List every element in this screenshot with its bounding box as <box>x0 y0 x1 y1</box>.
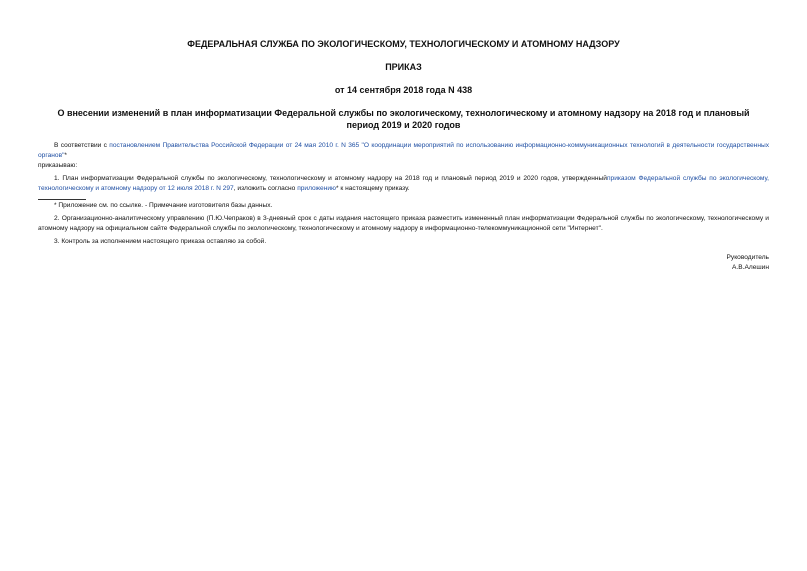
government-decree-link[interactable]: постановлением Правительства Российской Федерации от 24 мая 2010 г. N 365 "О координации мероприятий по использованию информационно-коммуникационных технологий в деятельности государственных органов" <box>38 142 769 159</box>
basis-prefix: В соответствии с <box>54 142 110 149</box>
signature-block <box>38 253 769 273</box>
footnote: * Приложение см. по ссылке. - Примечание изготовителя базы данных. <box>54 202 273 209</box>
document-date-number: от 14 сентября 2018 года N 438 <box>334 85 473 95</box>
signatory-position: Руководитель <box>726 254 769 261</box>
basis-paragraph <box>38 141 769 161</box>
orders-line: приказываю: <box>38 162 78 169</box>
order-297-link[interactable]: приказом Федеральной службы по экологическому, технологическому и атомному надзору от 12 июля 2018 г. N 297 <box>38 175 769 192</box>
item-3-paragraph: 3. Контроль за исполнением настоящего приказа оставляю за собой. <box>54 238 267 245</box>
item-1-suffix: * к настоящему приказу. <box>335 185 410 192</box>
item-1-mid: , изложить согласно <box>233 185 298 192</box>
basis-suffix: * <box>64 152 67 159</box>
footnote-divider <box>38 199 86 200</box>
item-1-paragraph <box>38 174 769 194</box>
document-page <box>38 30 769 273</box>
document-title: О внесении изменений в план информатизации Федеральной службы по экологическому, технологическому и атомному надзору на 2018 год и плановый период 2019 и 2020 годов <box>57 108 750 130</box>
signatory-name: А.В.Алешин <box>732 264 769 271</box>
document-type: ПРИКАЗ <box>385 62 422 72</box>
appendix-link[interactable]: приложению <box>297 185 336 192</box>
agency-header: ФЕДЕРАЛЬНАЯ СЛУЖБА ПО ЭКОЛОГИЧЕСКОМУ, ТЕХНОЛОГИЧЕСКОМУ И АТОМНОМУ НАДЗОРУ <box>187 39 620 49</box>
item-2-paragraph: 2. Организационно-аналитическому управлению (П.Ю.Чепраков) в 3-дневный срок с даты издания настоящего приказа разместить измененный план информатизации Федеральной службы по экологическому, технологическому и атомному надзору на официальном сайте Федеральной службы по экологическому, технологическому и атомному надзору в информационно-телекоммуникационной сети "Интернет". <box>38 215 769 232</box>
item-1-prefix: 1. План информатизации Федеральной службы по экологическому, технологическому и атомному надзору на 2018 год и плановый период 2019 и 2020 годов, утвержденный <box>54 175 607 182</box>
